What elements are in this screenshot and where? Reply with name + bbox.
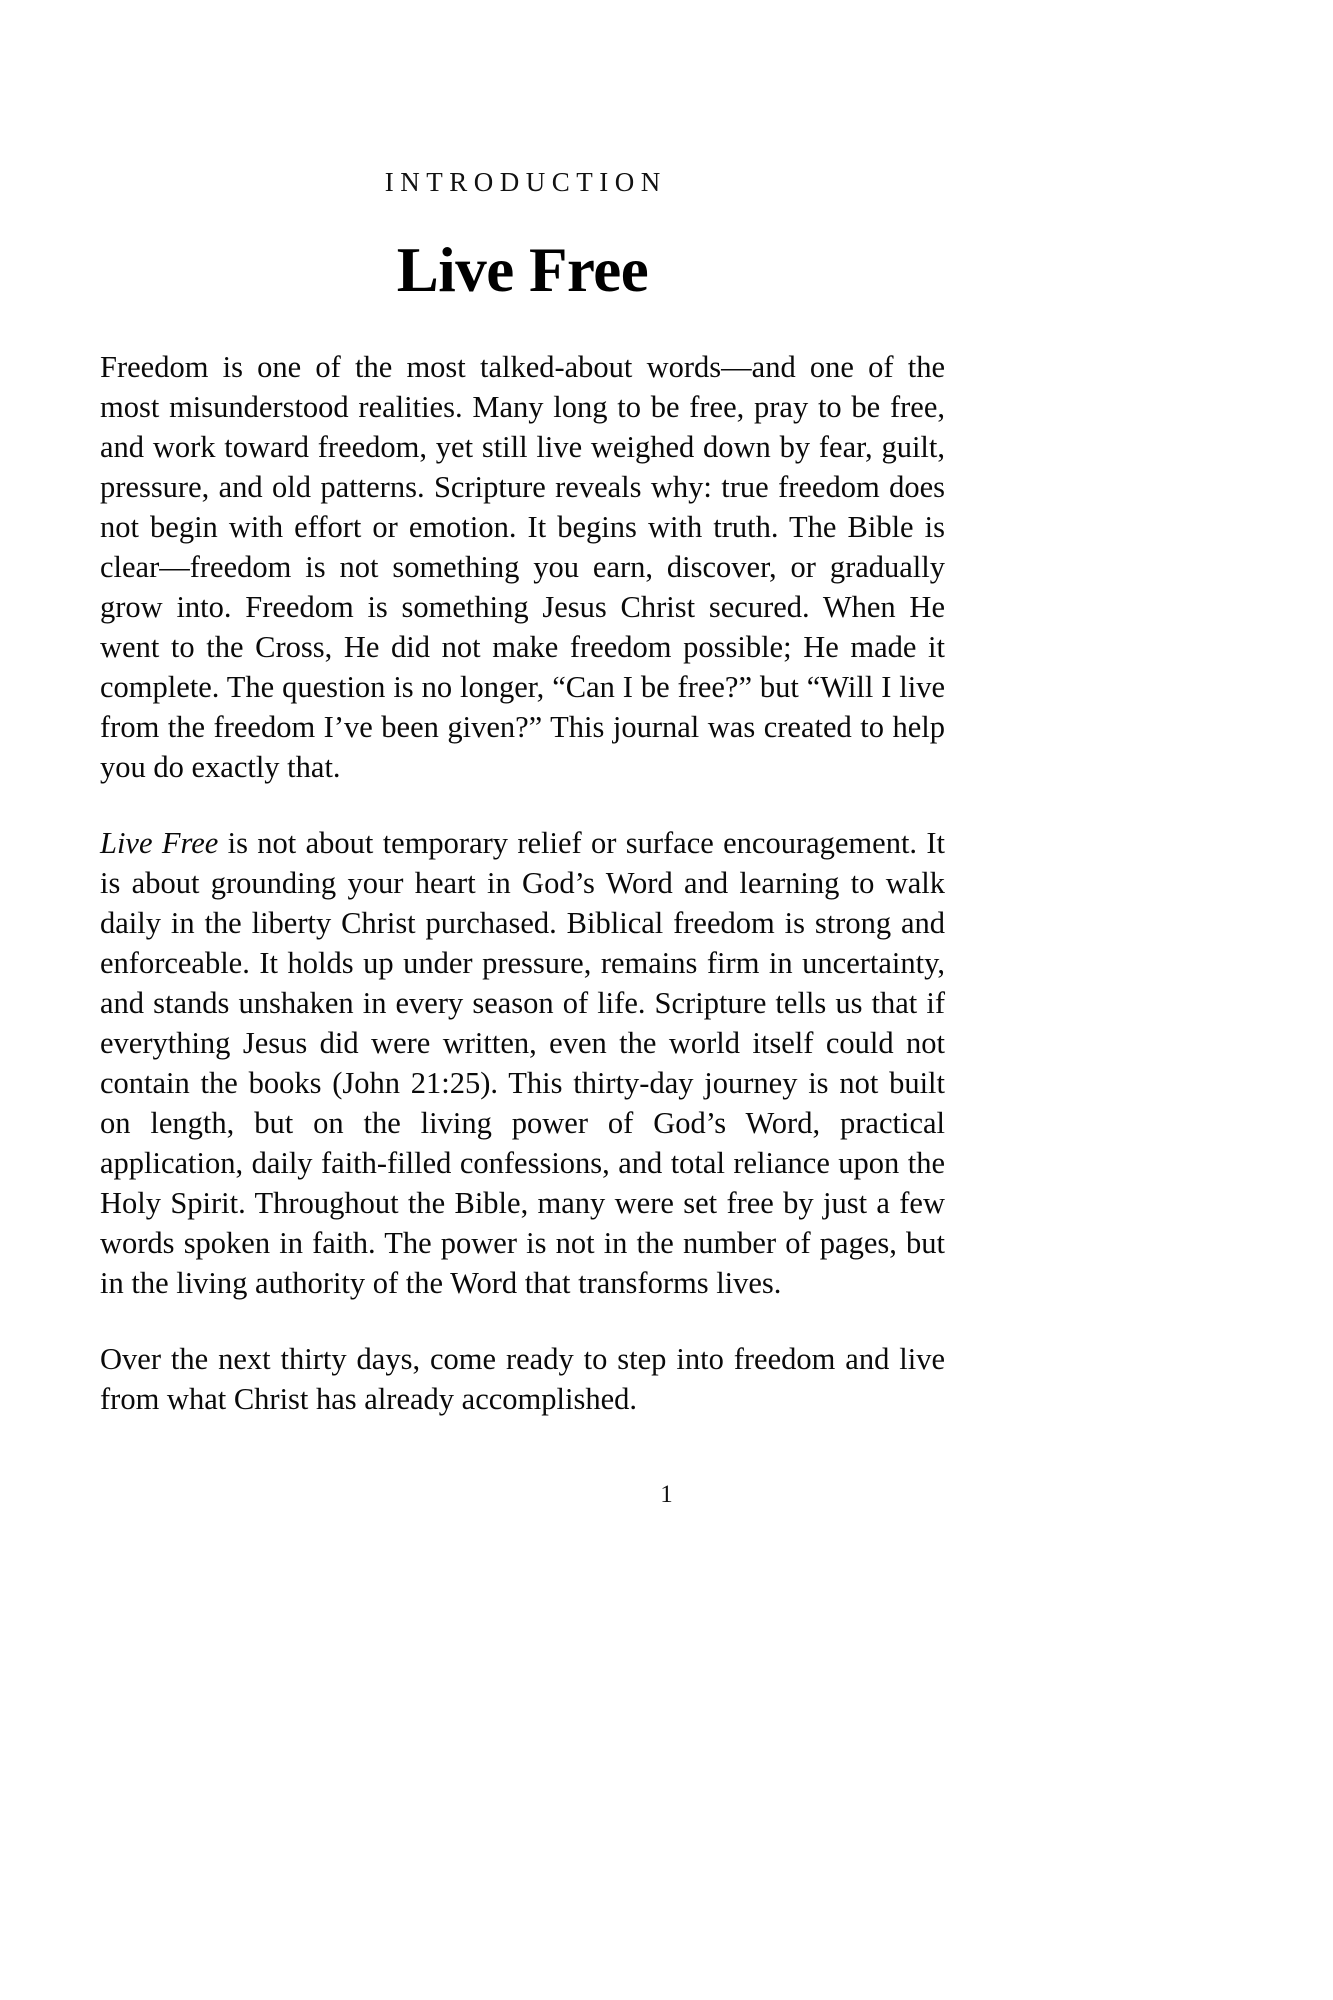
- page-title: Live Free: [396, 234, 649, 305]
- book-title-italic: Live Free: [100, 825, 219, 860]
- paragraph-2: [100, 823, 945, 1303]
- paragraph-2-text: is not about temporary relief or surface encouragement. It is about grounding your heart in God’s Word and learning to walk daily in the liberty Christ purchased. Biblical freedom is strong and enforceable. It holds up under pressure, remains firm in uncertainty, and stands unshaken in every season of life. Scripture tells us that if everything Jesus did were written, even the world itself could not contain the books (John 21:25). This thirty-day journey is not built on length, but on the living power of God’s Word, practical application, daily faith-filled confessions, and total reliance upon the Holy Spirit. Throughout the Bible, many were set free by just a few words spoken in faith. The power is not in the number of pages, but in the living authority of the Word that transforms lives.: [100, 825, 945, 1300]
- page-content: [100, 0, 945, 1419]
- paragraph-1: Freedom is one of the most talked-about words—and one of the most misunderstood realities. Many long to be free, pray to be free, and work toward freedom, yet still live weighed down by fear, guilt, pressure, and old patterns. Scripture reveals why: true freedom does not begin with effort or emotion. It begins with truth. The Bible is clear—freedom is not something you earn, discover, or gradually grow into. Freedom is something Jesus Christ secured. When He went to the Cross, He did not make freedom possible; He made it complete. The question is no longer, “Can I be free?” but “Will I live from the freedom I’ve been given?” This journal was created to help you do exactly that.: [100, 349, 945, 784]
- paragraph-3: Over the next thirty days, come ready to step into freedom and live from what Christ has already accomplished.: [100, 1341, 945, 1416]
- page-number: 1: [660, 1481, 673, 1508]
- body-copy: [100, 305, 945, 1419]
- section-label: INTRODUCTION: [384, 167, 667, 197]
